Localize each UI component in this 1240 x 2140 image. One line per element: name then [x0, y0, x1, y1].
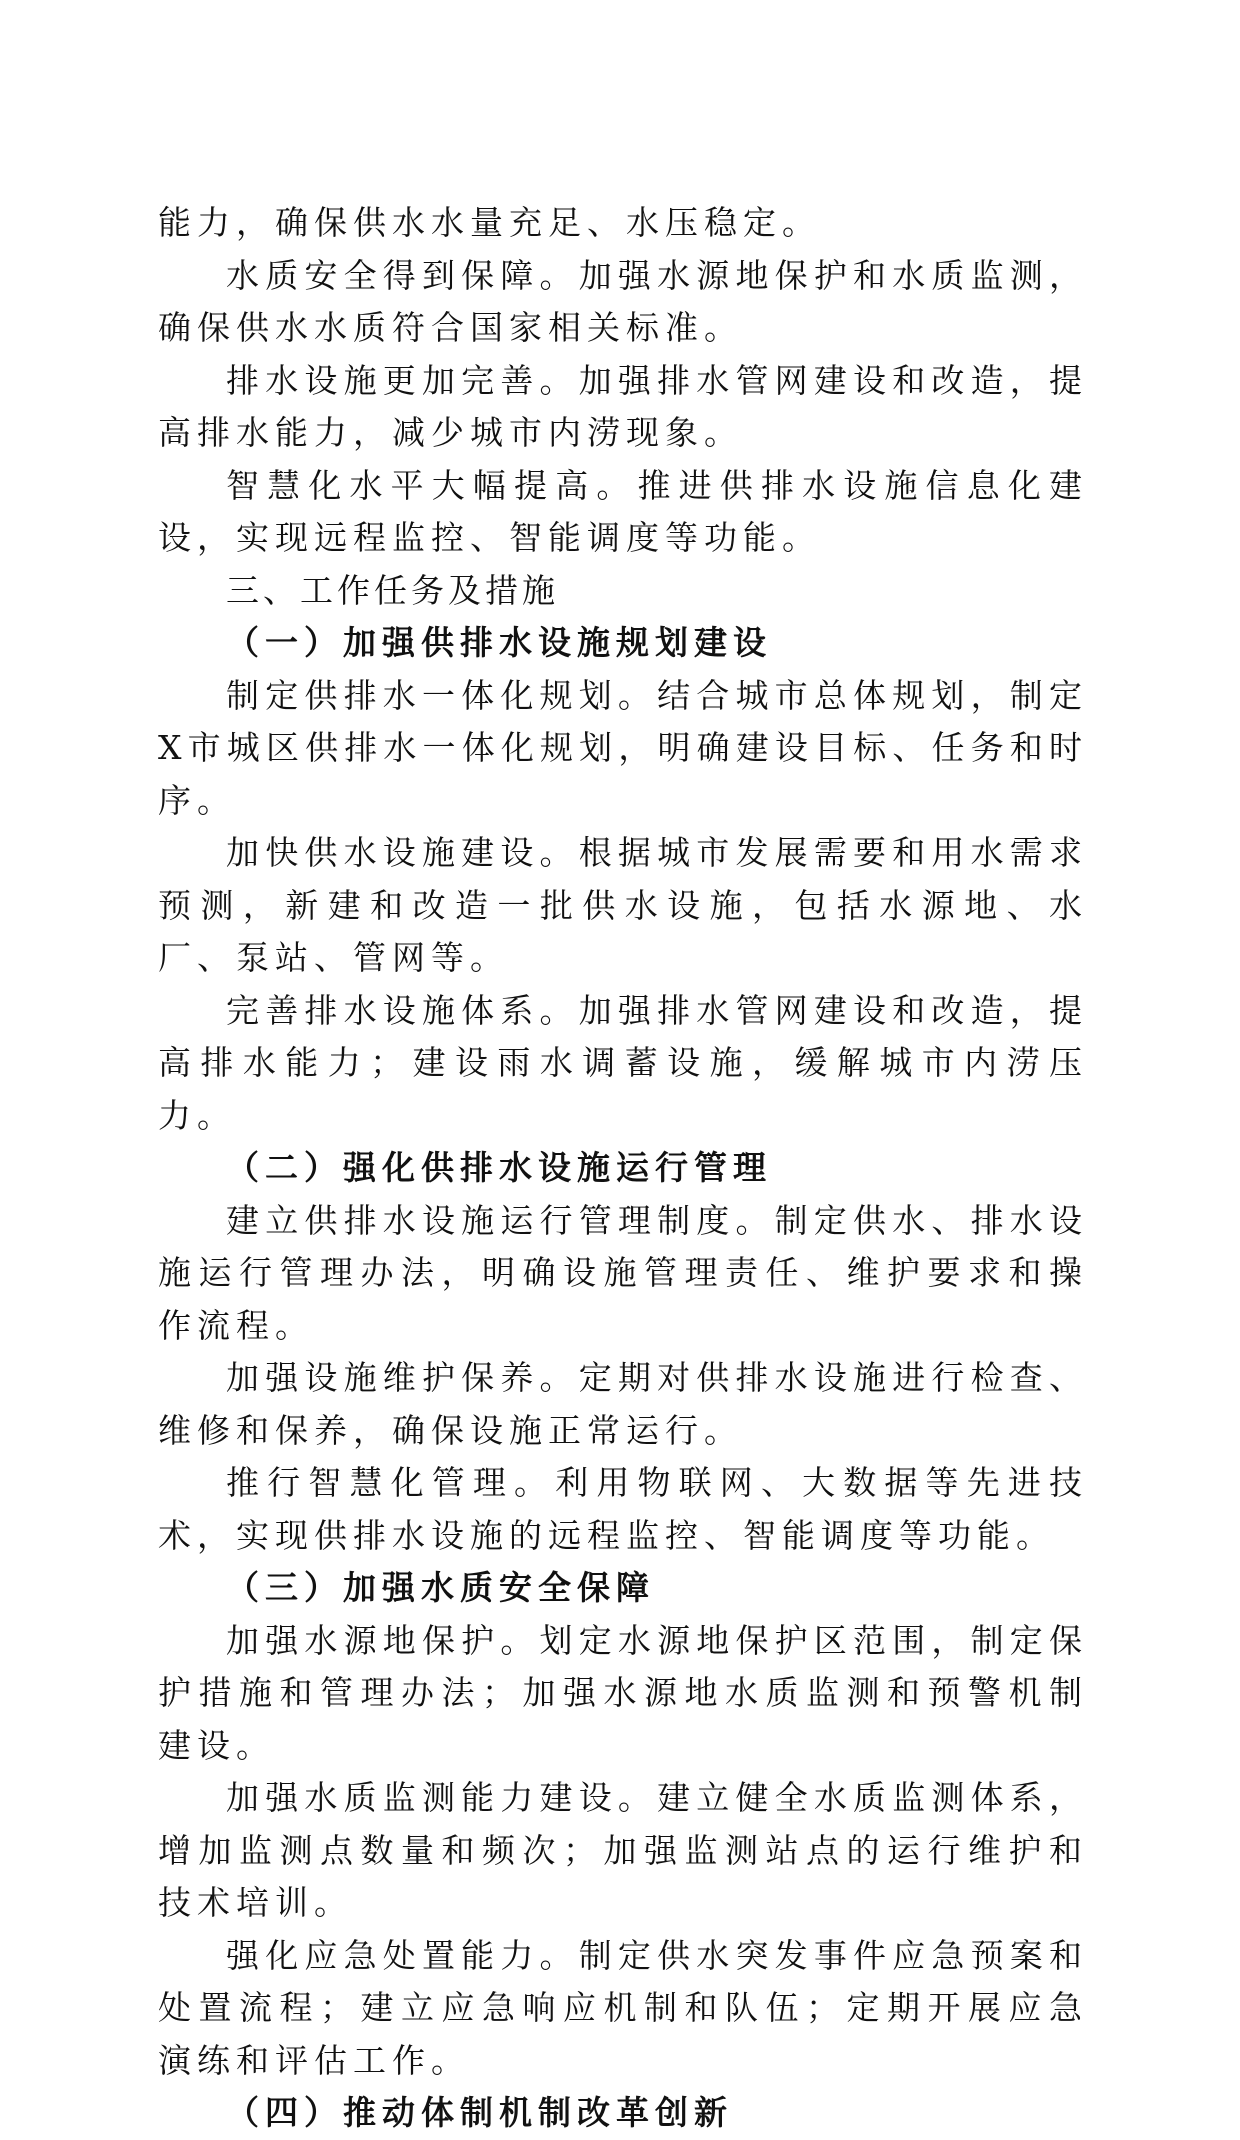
paragraph-smart-management: 推行智慧化管理。利用物联网、大数据等先进技术，实现供排水设施的远程监控、智能调度等功能。 — [158, 1463, 1088, 1555]
paragraph-management-system: 建立供排水设施运行管理制度。制定供水、排水设施运行管理办法，明确设施管理责任、维护要求和操作流程。 — [158, 1200, 1088, 1345]
section-heading-tasks: 三、工作任务及措施 — [226, 570, 559, 610]
subsection-heading-water-safety: （三）加强水质安全保障 — [226, 1568, 655, 1607]
paragraph-capacity-continuation: 能力，确保供水水量充足、水压稳定。 — [158, 203, 821, 242]
paragraph-drainage-system: 完善排水设施体系。加强排水管网建设和改造，提高排水能力；建设雨水调蓄设施，缓解城市内涝压力。 — [158, 990, 1088, 1135]
paragraph-drainage: 排水设施更加完善。加强排水管网建设和改造，提高排水能力，减少城市内涝现象。 — [158, 360, 1088, 452]
paragraph-emergency: 强化应急处置能力。制定供水突发事件应急预案和处置流程；建立应急响应机制和队伍；定期开展应急演练和评估工作。 — [158, 1935, 1088, 2080]
paragraph-source-protection: 加强水源地保护。划定水源地保护区范围，制定保护措施和管理办法；加强水源地水质监测和预警机制建设。 — [158, 1620, 1088, 1765]
document-body — [158, 197, 1088, 2140]
subsection-heading-reform: （四）推动体制机制改革创新 — [226, 2093, 733, 2132]
subsection-heading-planning: （一）加强供排水设施规划建设 — [226, 623, 772, 662]
paragraph-maintenance: 加强设施维护保养。定期对供排水设施进行检查、维修和保养，确保设施正常运行。 — [158, 1358, 1088, 1450]
paragraph-monitoring-capacity: 加强水质监测能力建设。建立健全水质监测体系，增加监测点数量和频次；加强监测站点的运行维护和技术培训。 — [158, 1778, 1088, 1922]
paragraph-supply-construction: 加快供水设施建设。根据城市发展需要和用水需求预测，新建和改造一批供水设施，包括水源地、水厂、泵站、管网等。 — [158, 833, 1088, 977]
paragraph-smart-level: 智慧化水平大幅提高。推进供排水设施信息化建设，实现远程监控、智能调度等功能。 — [158, 465, 1088, 557]
paragraph-integrated-plan: 制定供排水一体化规划。结合城市总体规划，制定X市城区供排水一体化规划，明确建设目标、任务和时序。 — [158, 675, 1088, 820]
subsection-heading-operation: （二）强化供排水设施运行管理 — [226, 1148, 772, 1187]
paragraph-water-quality: 水质安全得到保障。加强水源地保护和水质监测，确保供水水质符合国家相关标准。 — [158, 255, 1088, 347]
